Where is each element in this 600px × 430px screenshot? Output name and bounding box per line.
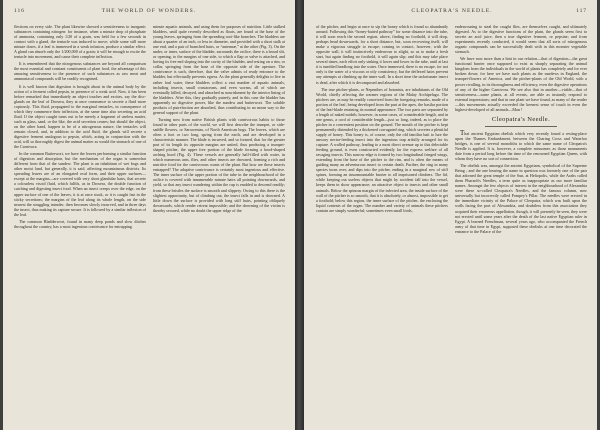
- right-page: [304, 0, 597, 430]
- text-columns: [14, 24, 285, 231]
- paragraph: That ancient Egyptian obelisk which very recently found a resting-place upon the Thames Embankment, between the Charing Cross and Waterloo bridges, is one of several monoliths to which the same name of Cleopatra's Needle is applied. It is, however, a complete misnomer, as those monuments date from a period long before the time of the renowned Egyptian Queen, with whom they have no sort of connection.: [455, 128, 587, 162]
- text-column-2: [153, 24, 285, 231]
- paragraph: minute aquatic animals, and using them for purposes of nutrition. Little stalked bladders, until quite recently described as floats, are found at the base of the young leaves, springing from the spreading root-like branches. The bladders are about a quarter of an inch, or less in diameter, and provided with a short stalk at one end, and a pair of branched hairs, or “antennæ,” at the other (Fig. 3). On the under, or inner, surface of the bladder, surrounds the orifice, there is a broad slit, or opening, to the margins of one side, to which a flap or valve is attached, and having its free end sloping into the cavity of the bladder, and resting on a rim, or collar, springing from the base of the opposite side of the aperture. The contrivance is such, therefore, that the valve admits of ready entrance to the bladder, but effectually prevents egress. As the plant generally delights to live in rather foul water, these bladders collect a vast number of aquatic animals, including insects, small crustaceans, and even worms, all of which are eventually killed, decayed, and absorbed as nourishment by the interior lining of the bladders. After this, they gradually putrefy, and in this case the bladder has apparently no digestive power, like the sundew and butterwort. The soluble products of putrefaction are absorbed, thus contributing in no mean way to the general support of the plant.: [153, 24, 285, 115]
- paragraph: It is remembered that the nitrogenous substances are beyond all comparison the most essential and constant constituents of plant food, the advantage of this amazing sensitiveness to the presence of such substances as raw meat and ammoniacal compounds will be readily recognised.: [14, 61, 146, 82]
- running-title: THE WORLD OF WONDERS.: [101, 8, 197, 14]
- page-number: 117: [576, 8, 587, 14]
- text-column-1: [14, 24, 146, 231]
- paragraph: The true pitcher-plants, or Nepenthes of botanists, are inhabitants of the Old World, chiefly affecting the warmer regions of the Malay Archipelago. The pitchers are, as may be readily conceived from the foregoing remarks, made of a portion of the leaf, being developed from the part at the apex, the basilar portion of the leaf-blade retaining its normal appearance. The two parts are separated by a length of naked midrib, however, in some cases, of considerable length, and in one genus, a cord of considerable length—just so long, indeed, as to place the pitcher in a convenient position on the ground. The mouth of the pitcher is kept permanently distended by a thickened corrugated ring, which secretes a plentiful supply of honey. This honey is, of course, only the old familiar bait to lure the unwary nectar-feeding insect into the ingenious trap artfully arranged for its capture. A walled pathway, leading to a most direct avenue up to this delectable feeding ground, is even constructed evidently for the express welfare of all ravaging insects. This narrow edge is formed by two longitudinal fringed wings, extending from the base of the pitcher to the rim, and is often the means of guiding many an adventurous insect to certain death. Further, the ring in many species turns over, and dips into the pitcher, ending in a marginal row of stiff spines, forming an insurmountable barrier to all imprisoned climbers. The lid, while keeping out useless objects that might by accident fall into the vessel, keeps them in show appearance; an attractive object to insects and other small animals. Below the spinous margin of the infected area, the inside surface of the wall of the pitcher is so smooth, that it is absolutely, or almost, impossible to get a foothold; below this region, the inner surface of the pitcher, the enclosing the liquid contents of the organ. The number and variety of animals these pitchers contain are simply wonderful; sometimes even small birds,: [316, 86, 448, 213]
- paragraph: The obelisk was, amongst the ancient Egyptians, symbolical of the Supreme Being ; and the one bearing the name in question was formerly one of the pair that adorned the great temple of the Sun, at Heliopolis, while the Arabs called them Pharaoh's Needles, a term quite as inappropriate as our more familiar names. Amongst the few objects of interest in the neighbourhood of Alexandria were these so-called Cleopatra's Needles, and the famous column, now universally but incorrectly called Pompey's Pillar. The needles were erected in the immediate vicinity of the Palace of Cleopatra, which was built upon the walls facing the port of Alexandria, and doubtless from this association they acquired their erroneous appellation, though, it will presently be seen, they were not erected until some years after the death of the last native Egyptian ruler in Egypt. A learned Frenchman, several years ago, who accompanied the French army of that time in Egypt, supposed these obelisks at one time decorated the entrance to the Palace of the: [455, 163, 587, 234]
- text-columns: [316, 24, 587, 236]
- book-gutter: [295, 0, 304, 430]
- paragraph: Turning now from native British plants with carnivorous habits to those found in other parts of the world, we will first describe the trumpet, or side-saddle flowers, or Sarracenias, of North American bogs. The leaves, which are often a foot or two long, spring from the earth, and are developed in a characteristic manner. The blade is incurved, and so formed, that for the greater part of its length its opposite margins are united, thus producing a trumpet-shaped pitcher, the upper free portion of the blade forming a hood-shaped arching hood (Fig. 4). These vessels are generally half-filled with water, in which numerous ants, flies, and other insects are drowned, forming a rich and nutritive food for the carnivorous wants of the plant. But how are these insects entrapped? The adaptive contrivance is certainly most ingenious and effective. The inner surface of the upper portion of the tube in the neighbourhood of the orifice is covered with innumerable minute hairs all pointing downwards, and yield, so that any insect wandering within the cup is enabled to descend readily; from these bristles the surface is smooth and slippery. Owing to this there is the slightest opportunity, but of climbing out, the insect falls in and is drowned. A little down the surface is provided with long stiff hairs, pointing obliquely downwards, which render retreat impossible; and the drowning of the victim is thereby secured, while no doubt the upper ridge of the: [153, 116, 285, 213]
- section-heading: Cleopatra's Needle.: [491, 115, 551, 123]
- paragraph: We have now more than a hint in our relation—that of digestion—the great functional barrier once supposed to exist as sharply separating the animal kingdom from the individuals in the world of plants has completely and for ever broken down; for here we have such plants as the sundews in England, the trumpet-flowers of America, and the pitcher-plants of the Old World, with a power rivalling, in its thoroughness and efficiency, even the digestive operations of any of the higher Carnivora. We see also that in another—viable—that of sensitiveness—some plants, at all events, are able as instantly respond to external impressions; and that in one plant we have found, as many of the reader—this movements actually exceeded the keenest sense of touch in even the highest-developed of all animals—Man !: [455, 56, 587, 112]
- paragraph: It is well known that digestion is brought about in the animal body by the action of a ferment called pepsin, in presence of a weak acid. Now, it has been before remarked that immediately an object touches and excites, say the disc-glands on the leaf of Drosera, they at once commence to secrete a fluid more copiously. This fluid, propagated to the marginal tentacles, in consequence of which they commence their inflection, at the same time also secreting an acid fluid. If the object caught turns out to be merely a fragment of useless matter, such as glass, sand, or the like, the acid secretion ceases; but should the object, on the other hand, happen to be of a nitrogenous nature, the tentacles will remain closed, and, in addition to the acid fluid, the glands will secrete a digestive ferment analogous to pepsin, which, acting in conjunction with the acid, will so thoroughly digest the animal matter as would the stomach of one of the Carnivora.: [14, 83, 146, 150]
- running-head: [316, 8, 587, 18]
- left-page: [3, 0, 295, 430]
- section-rule: [485, 126, 558, 127]
- text-column-2: [455, 24, 587, 236]
- paragraph: flections on every side. The plant likewise showed a sensitiveness to inorganic substances containing nitrogen: for instance, when a minute drop of phosphate of ammonia, containing only 1/20 of a grain, was held for a few seconds in contact with a gland, the tentacle was induced to move; while some still more minute doses, if a leaf is immersed in a weak infusion, produce a similar effect. A gland can absorb only the 1/200,000 of a grain; it will be enough to excite the tentacle into movement, and cause their complete inflection.: [14, 24, 146, 60]
- page-number: 116: [14, 8, 25, 14]
- paragraph: endeavouring to steal the caught flies, are themselves caught, and ultimately digested. As to the digestive functions of the plant, the glands seem first to secrete an acid juice, then a true digestive ferment, or pepsine; and from experiments recently conducted, it would seem that all sorts of nitrogenous organic compounds can be successfully dealt with in this monster vegetable stomach.: [455, 24, 587, 55]
- text-column-1: [316, 24, 448, 236]
- paragraph: The common Bladderwort, found in many deep ponds and slow ditches throughout the country, has a most ingenious contrivance for entrapping: [14, 218, 146, 229]
- paragraph: In the common Butterwort, we have the leaves performing a similar function of digestion and absorption, but the mechanism of the organ is somewhat different from that of the sundew. The plant is an inhabitant of wet bogs and other moist land, but generally, it is said, affecting mountainous districts. Its spreading leaves are of an elongated oval form, and their upper surfaces—except at the margins—are covered with very short glandular hairs, that secrete a colourless viscid fluid, which fulfils, as in Drosera, the double function of catching and digesting insect food. When an insect creeps over the edge, on the upper surface of one of the leaves, it is at once stuck, or it is caught fast in the sticky secretions; the margins of the leaf along its whole length, on the side nearest the struggling intruder, then becomes slowly incurved, and in three days the insect, thus making its capture secure. It is followed by a similar inflexion of the leaf.: [14, 151, 146, 217]
- paragraph: of the pitcher, and begin at once to sip the honey which is found so abundantly around. Following this “honey-baited pathway” for some distance into the tube, it will soon reach the second region, above, finding no foothold, it will drop, perhaps head downwards, for a short distance, but, soon recovering itself, will make a vigorous struggle to escape; coming in contact, however, with the opposite wall, it will instinctively endeavour to alight, so as to make a fresh start, but again finding no foothold, it will again slip; and this may take place several times, each effort only sinking it lower and lower in the tube, until at last it is tumbled headlong into the water. Once immersed, there is no escape, for not only is the water of a viscous or oily consistency, but the deflexed hairs prevent any attempts at climbing up the inner wall. In a short time the unfortunate insect is dead, after which it is decomposed and absorbed.: [316, 24, 448, 85]
- running-title: CLEOPATRA'S NEEDLE.: [411, 8, 493, 14]
- running-head: [14, 8, 285, 18]
